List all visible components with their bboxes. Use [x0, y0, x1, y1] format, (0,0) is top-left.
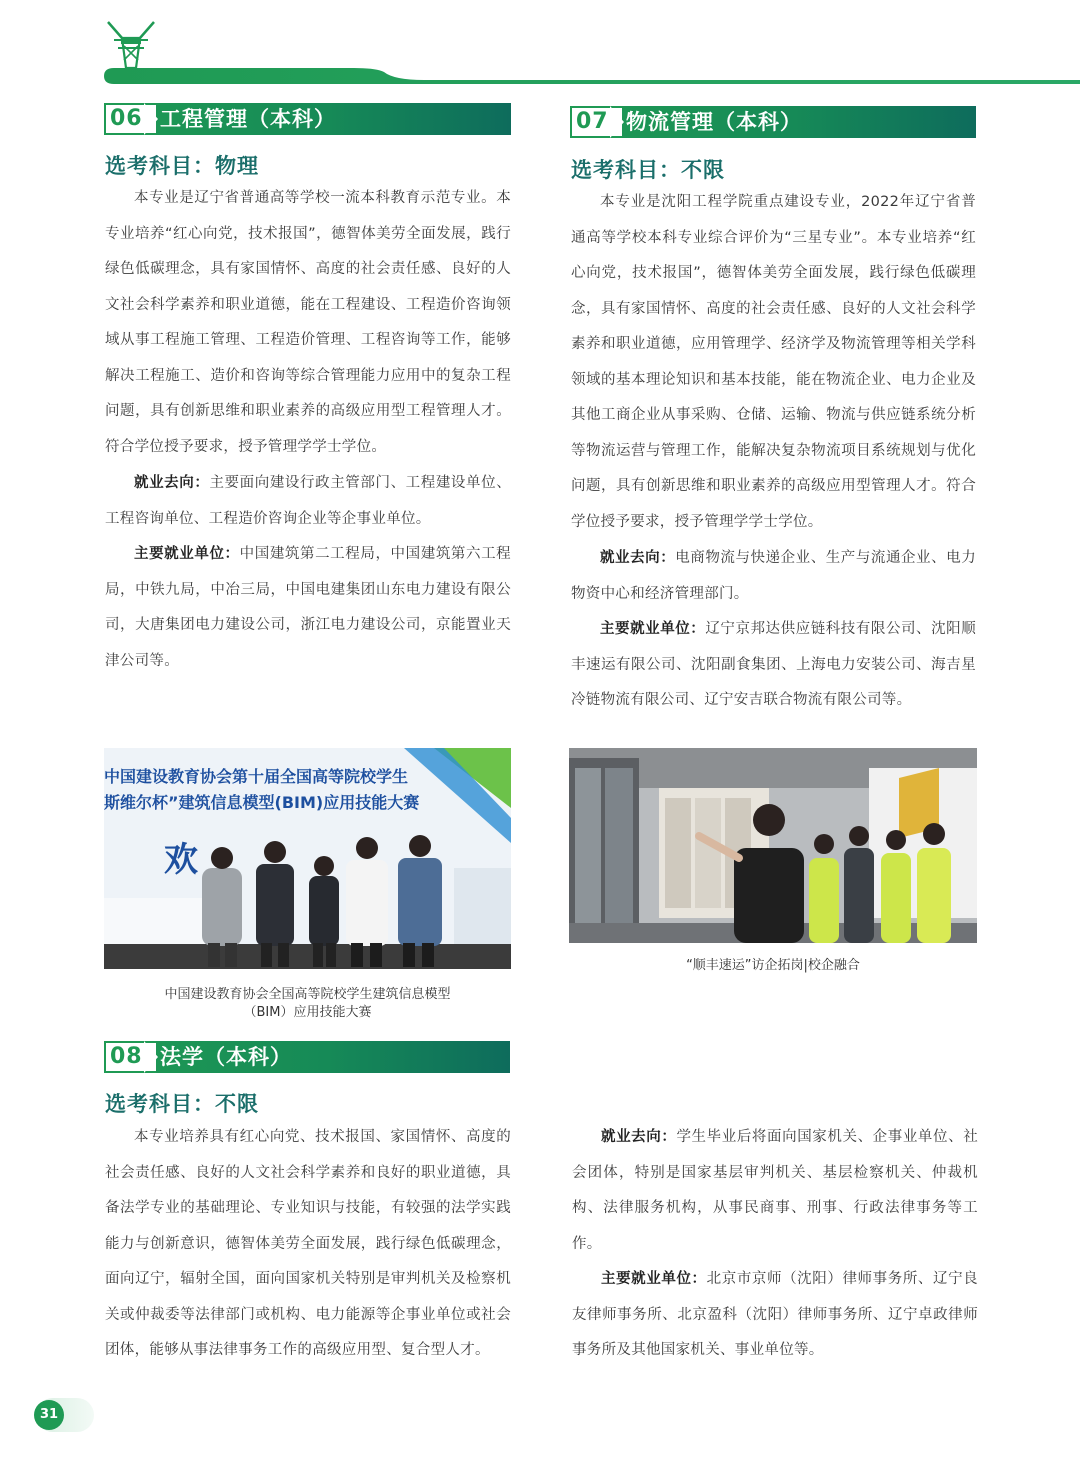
- employer-label: 主要就业单位：: [134, 546, 240, 562]
- major-intro: 本专业是沈阳工程学院重点建设专业，2022年辽宁省普通高等学校本科专业综合评价为“三星专业”。本专业培养“红心向党，技术报国”，德智体美劳全面发展，践行绿色低碳理念，具有家国情怀、高度的社会责任感、良好的人文社会科学素养和职业道德，应用管理学、经济学及物流管理等相关学科领域的基本理论知识和基本技能，能在物流企业、电力企业及其他工商企业从事采购、仓储、运输、物流与供应链系统分析等物流运营与管理工作，能解决复杂物流项目系统规划与优化问题，具有创新思维和职业素养的高级应用型管理人才。符合学位授予要求，授予管理学学士学位。: [571, 194, 976, 530]
- major-intro: 本专业培养具有红心向党、技术报国、家国情怀、高度的社会责任感、良好的人文社会科学素养和良好的职业道德，具备法学专业的基础理论、专业知识与技能，有较强的法学实践能力与创新意识，德智体美劳全面发展，践行绿色低碳理念，面向辽宁，辐射全国，面向国家机关特别是审判机关及检察机关或仲裁委等法律部门或机构、电力能源等企事业单位或社会团体，能够从事法律事务工作的高级应用型、复合型人才。: [105, 1129, 511, 1358]
- banner-line-1: 中国建设教育协会第十届全国高等院校学生: [104, 767, 409, 786]
- career-label: 就业去向：: [134, 475, 210, 491]
- bim-contest-photo: [104, 748, 511, 969]
- section-number: 06: [104, 103, 156, 135]
- page-number-badge: [28, 1396, 94, 1434]
- major-intro: 本专业是辽宁省普通高等学校一流本科教育示范专业。本专业培养“红心向党，技术报国”，德智体美劳全面发展，践行绿色低碳理念，具有家国情怀、高度的社会责任感、良好的人文社会科学素养和职业道德，能在工程建设、工程造价咨询领域从事工程施工管理、工程造价管理、工程咨询等工作，能够解决工程施工、造价和咨询等综合管理能力应用中的复杂工程问题，具有创新思维和职业素养的高级应用型工程管理人才。符合学位授予要求，授予管理学学士学位。: [105, 190, 511, 455]
- career-paragraph: [571, 541, 976, 612]
- section-number: 08: [104, 1041, 156, 1073]
- employer-paragraph: [572, 1262, 978, 1369]
- exam-subject: 选考科目：不限: [105, 1092, 259, 1116]
- career-text: 主要面向建设行政主管部门、工程建设单位、工程咨询单位、工程造价咨询企业等企事业单位。: [105, 475, 512, 527]
- section-title: 法学（本科）: [160, 1045, 292, 1069]
- sf-express-visit-photo: [569, 748, 977, 943]
- banner-welcome: 欢: [164, 840, 198, 880]
- section-title: 物流管理（本科）: [626, 110, 802, 134]
- caption-line-2: （BIM）应用技能大赛: [243, 1005, 372, 1020]
- section-title: 工程管理（本科）: [160, 107, 336, 131]
- employer-label: 主要就业单位：: [601, 1271, 707, 1287]
- career-label: 就业去向：: [600, 550, 676, 566]
- bim-photo-caption: [104, 986, 511, 1022]
- employer-label: 主要就业单位：: [600, 621, 706, 637]
- section-08-header: [104, 1041, 510, 1073]
- tower-logo-icon: [104, 16, 158, 70]
- header-divider: [104, 64, 1080, 88]
- career-paragraph: [572, 1120, 978, 1262]
- employer-text: 辽宁京邦达供应链科技有限公司、沈阳顺丰速运有限公司、沈阳副食集团、上海电力安装公司、海吉星冷链物流有限公司、辽宁安吉联合物流有限公司等。: [571, 621, 976, 708]
- sf-photo-caption: “顺丰速运”访企拓岗|校企融合: [686, 958, 860, 973]
- career-paragraph: [105, 466, 511, 537]
- section-number: 07: [570, 106, 622, 138]
- employer-text: 北京市京师（沈阳）律师事务所、辽宁良友律师事务所、北京盈科（沈阳）律师事务所、辽宁卓政律师事务所及其他国家机关、事业单位等。: [572, 1271, 978, 1358]
- section-06-header: [104, 103, 511, 135]
- career-label: 就业去向：: [601, 1129, 677, 1145]
- banner-line-2: 斯维尔杯”建筑信息模型(BIM)应用技能大赛: [104, 793, 420, 812]
- page-number: 31: [34, 1400, 64, 1430]
- employer-paragraph: [571, 612, 976, 719]
- exam-subject: 选考科目：不限: [571, 158, 725, 182]
- career-text: 电商物流与快递企业、生产与流通企业、电力物资中心和经济管理部门。: [571, 550, 976, 602]
- section-07-header: [570, 106, 976, 138]
- exam-subject: 选考科目：物理: [105, 154, 259, 178]
- caption-line-1: 中国建设教育协会全国高等院校学生建筑信息模型: [164, 987, 451, 1002]
- employer-text: 中国建筑第二工程局，中国建筑第六工程局，中铁九局，中冶三局，中国电建集团山东电力建设有限公司，大唐集团电力建设公司，浙江电力建设公司，京能置业天津公司等。: [105, 546, 511, 669]
- employer-paragraph: [105, 537, 511, 679]
- career-text: 学生毕业后将面向国家机关、企事业单位、社会团体，特别是国家基层审判机关、基层检察机关、仲裁机构、法律服务机构，从事民商事、刑事、行政法律事务等工作。: [572, 1129, 979, 1252]
